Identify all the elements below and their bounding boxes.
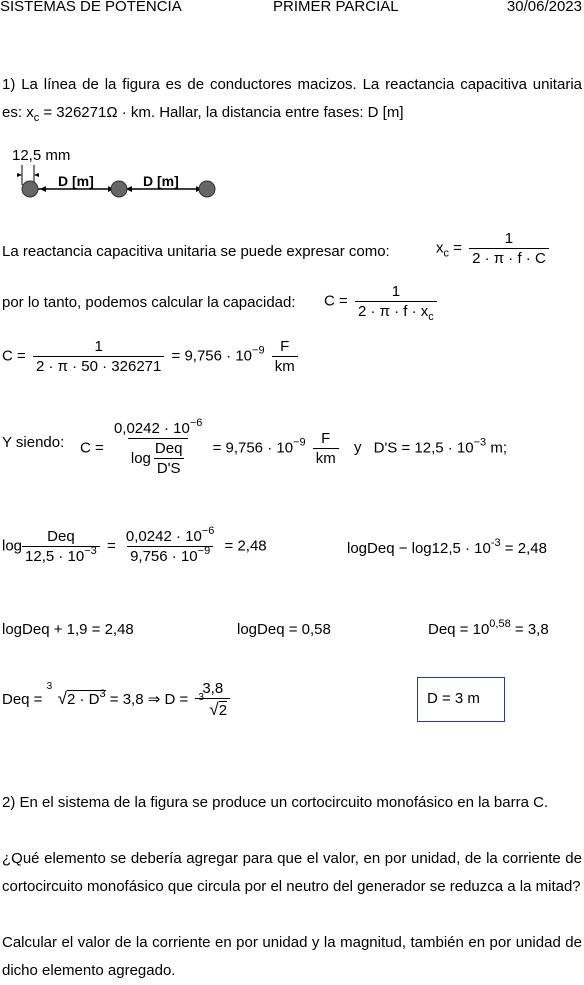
log-equation-1: log $\frac{\text{Deq}}{12,5 \cdot 10^{-3}}$ = $\frac{0,0242 \cdot 10^{-6}}{9,756 \cdot 10^{-9}}$ = 2,48 xyxy=(2,525,267,565)
capacity-text: por lo tanto, podemos calcular la capacidad: xyxy=(2,294,296,311)
log-step-c: Deq = $10^{0,58} = 3,8$ xyxy=(428,618,549,638)
deq-root-equation: Deq = 3 $√2 \cdot D^3 = 3,8$ ⇒ D = 3,8 3 √2 xyxy=(2,680,233,720)
question-2-p3: Calcular el valor de la corriente en por unidad y la magnitud, también en por unidad de dicho elemento agregado. xyxy=(2,934,582,979)
question-2-p1: 2) En el sistema de la figura se produce un cortocircuito monofásico en la barra C. xyxy=(2,794,549,811)
statement-text-b: . Hallar, la distancia entre fases: D [m] xyxy=(150,104,404,121)
conductor-1 xyxy=(22,181,38,197)
answer-text: D = 3 m xyxy=(427,690,480,707)
y-siendo-formula: C = $0,0242 \cdot 10^{-6}$ log $\frac{\text{Deq}}{D'S}$ = $9,756 \cdot 10^{-9}$ $\frac{F}{km}$ y $D'S = 12,5 \cdot 10^{-3}$ m; xyxy=(80,417,508,477)
question-1-statement xyxy=(2,71,582,127)
conductor-3 xyxy=(199,181,215,197)
reactance-formula: $x_c$ = $\frac{1}{2 \cdot \pi \cdot f \cdot C}$ xyxy=(436,230,552,267)
log-equation-2: logDeq − $\log 12,5 \cdot 10^{-3} = 2,48$ xyxy=(347,537,547,557)
answer-box xyxy=(417,677,505,722)
xc-symbol: $x_c = 326271\Omega$ · km xyxy=(26,104,151,124)
radius-label: 12,5 mm xyxy=(12,147,71,164)
log-step-b: logDeq = 0,58 xyxy=(237,621,331,638)
conductor-2 xyxy=(111,181,127,197)
d2-label: D [m] xyxy=(143,173,179,189)
exam-date: 30/06/2023 xyxy=(506,0,582,15)
course-title: SISTEMAS DE POTENCIA xyxy=(0,0,182,15)
line-conductors-figure xyxy=(8,143,223,203)
d1-label: D [m] xyxy=(58,173,94,189)
c-calculation: C = $\frac{1}{2 \cdot \pi \cdot 50 \cdot 326271}$ = $9,756 \cdot 10^{-9}$ $\frac{F}{km}$ xyxy=(2,338,301,375)
exam-title: PRIMER PARCIAL xyxy=(273,0,399,15)
capacity-formula: C = $\frac{1}{2 \cdot \pi \cdot f \cdot x_c}$ xyxy=(324,283,440,320)
statement-text: 1) La línea de la figura es de conductores macizos. La reactancia capacitiva unitaria es: xyxy=(2,76,582,121)
y-siendo-label: Y siendo: xyxy=(2,434,65,451)
log-step-a: logDeq + 1,9 = 2,48 xyxy=(2,621,134,638)
reactance-text: La reactancia capacitiva unitaria se puede expresar como: xyxy=(2,243,390,260)
question-2-p2: ¿Qué elemento se debería agregar para que el valor, en por unidad, de la corriente de cortocircuito monofásico que circula por el neutro del generador se reduzca a la mitad? xyxy=(2,850,582,895)
